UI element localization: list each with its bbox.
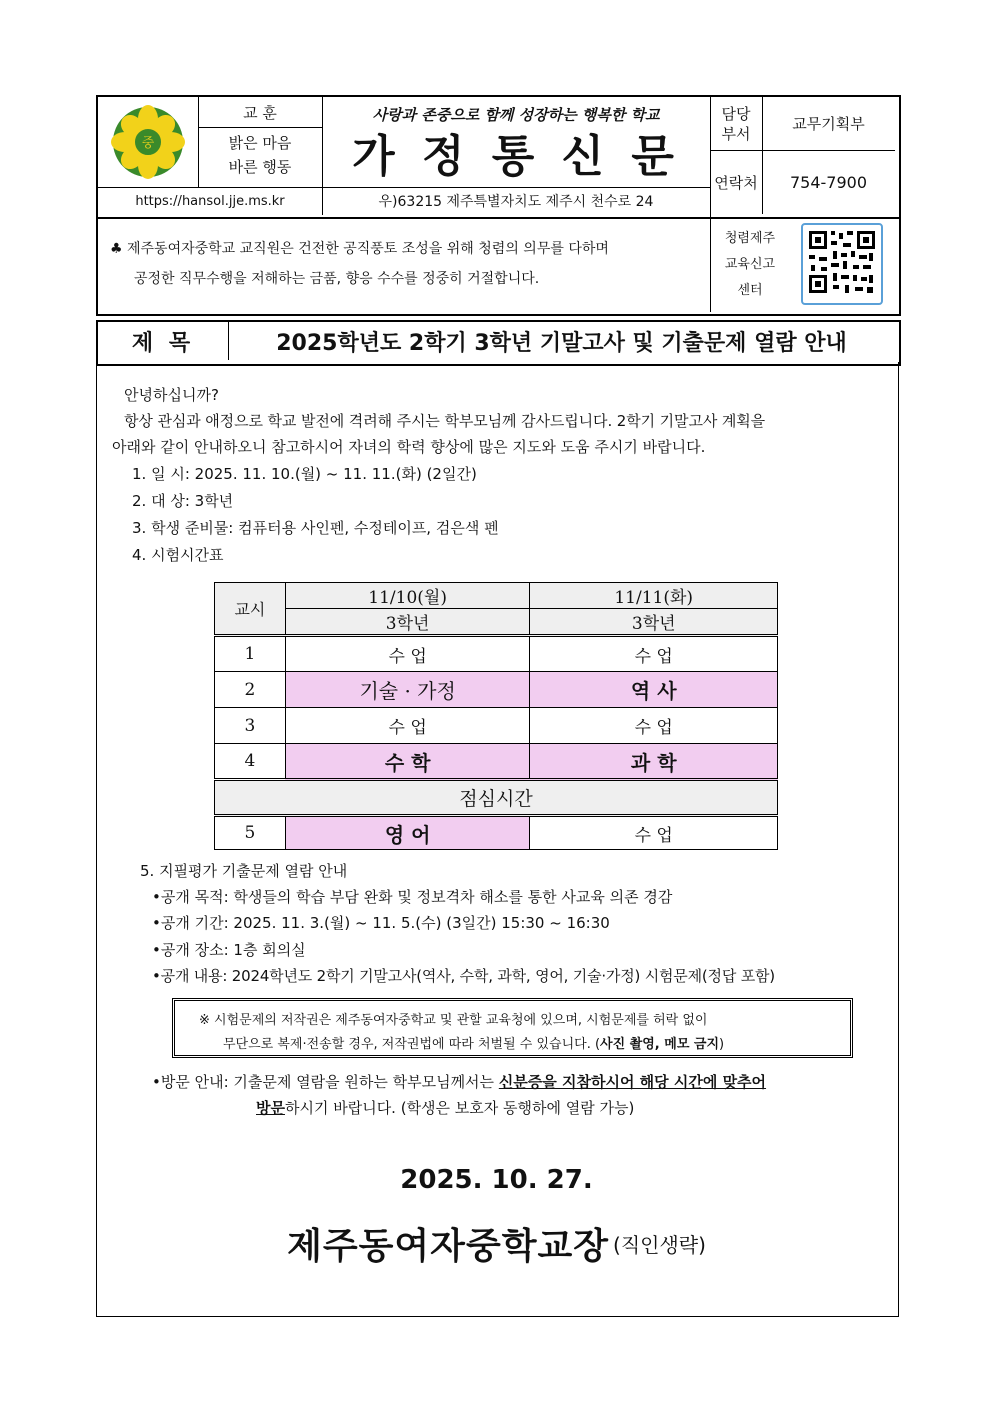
school-address: 우)63215 제주특별자치도 제주시 천수로 24 bbox=[322, 187, 710, 214]
school-url[interactable]: https://hansol.jje.ms.kr bbox=[98, 187, 323, 215]
subject-bar bbox=[96, 320, 901, 366]
motto-line2: 바른 행동 bbox=[228, 157, 292, 176]
newsletter-title: 가 정 통 신 문 bbox=[352, 131, 680, 182]
visit-guide-prefix: •방문 안내: 기출문제 열람을 원하는 학부모님께서는 bbox=[152, 1073, 499, 1091]
visit-guide-line2 bbox=[256, 1095, 634, 1121]
period-cell: 2 bbox=[215, 672, 286, 708]
qr-code-icon[interactable] bbox=[801, 223, 883, 305]
table-row bbox=[215, 636, 778, 672]
item-date: 1. 일 시: 2025. 11. 10.(월) ~ 11. 11.(화) (2일간) bbox=[132, 465, 477, 483]
motto-label: 교 훈 bbox=[198, 97, 322, 128]
day1-cell: 수 업 bbox=[285, 708, 530, 744]
title-cell bbox=[322, 97, 711, 214]
period-header: 교시 bbox=[215, 583, 286, 636]
table-row bbox=[215, 780, 778, 816]
motto-cell bbox=[198, 97, 323, 187]
table-row bbox=[215, 744, 778, 780]
intro-line2: 아래와 같이 안내하오니 참고하시어 자녀의 학력 향상에 많은 지도와 도움 주시기 바랍니다. bbox=[112, 438, 706, 456]
disclosure-period: •공개 기간: 2025. 11. 3.(월) ~ 11. 5.(수) (3일간) 15:30 ~ 16:30 bbox=[152, 914, 610, 932]
disclosure-purpose: •공개 목적: 학생들의 학습 부담 완화 및 정보격차 해소를 통한 사교육 의존 경감 bbox=[152, 888, 673, 906]
copyright-line1: ※ 시험문제의 저작권은 제주동여자중학교 및 관할 교육청에 있으며, 시험문제를 허락 없이 bbox=[199, 1013, 708, 1028]
lunch-row: 점심시간 bbox=[215, 780, 778, 816]
day2-exam-cell: 역 사 bbox=[530, 672, 778, 708]
report-center-line2: 교육신고 bbox=[724, 257, 776, 272]
svg-text:중: 중 bbox=[141, 136, 155, 151]
day2-cell: 수 업 bbox=[530, 708, 778, 744]
day2-exam-cell: 과 학 bbox=[530, 744, 778, 780]
exam-schedule-table bbox=[214, 582, 778, 850]
ethics-statement bbox=[96, 214, 901, 316]
visit-guide-emphasis2: 방문 bbox=[256, 1099, 285, 1117]
copyright-notice-box bbox=[172, 998, 853, 1058]
no-photo-notice: 사진 촬영, 메모 금지 bbox=[600, 1037, 720, 1052]
visit-guide-emphasis: 신분증을 지참하시어 해당 시간에 맞추어 bbox=[498, 1073, 767, 1091]
motto-line1: 밝은 마음 bbox=[228, 133, 292, 152]
contact-info-grid bbox=[710, 97, 895, 214]
subject-title: 2025학년도 2학기 3학년 기말고사 및 기출문제 열람 안내 bbox=[276, 330, 847, 356]
disclosure-content: •공개 내용: 2024학년도 2학기 기말고사(역사, 수학, 과학, 영어, 기술·가정) 시험문제(정답 포함) bbox=[152, 967, 775, 985]
greeting: 안녕하십니까? bbox=[124, 386, 219, 404]
issue-date: 2025. 10. 27. bbox=[400, 1165, 593, 1195]
visit-guide-rest: 하시기 바랍니다. (학생은 보호자 동행하에 열람 가능) bbox=[284, 1099, 635, 1117]
day2-header: 11/11(화) bbox=[530, 583, 778, 609]
table-row bbox=[215, 816, 778, 850]
copyright-line2 bbox=[223, 1033, 724, 1052]
disclosure-place: •공개 장소: 1층 회의실 bbox=[152, 941, 306, 959]
period-cell: 3 bbox=[215, 708, 286, 744]
signature-block bbox=[96, 1216, 897, 1270]
subject-label: 제 목 bbox=[98, 322, 229, 360]
item-timetable: 4. 시험시간표 bbox=[132, 546, 224, 564]
day2-cell: 수 업 bbox=[530, 816, 778, 850]
day2-grade: 3학년 bbox=[530, 609, 778, 636]
copyright-line2-text: 무단으로 복제·전송할 경우, 저작권법에 따라 처벌될 수 있습니다. ( bbox=[223, 1037, 601, 1052]
visit-guide-line1 bbox=[152, 1069, 766, 1095]
period-cell: 5 bbox=[215, 816, 286, 850]
school-slogan: 사랑과 존중으로 함께 성장하는 행복한 학교 bbox=[372, 105, 660, 124]
school-emblem-icon bbox=[111, 105, 185, 179]
ethics-line2: 공정한 직무수행을 저해하는 금품, 향응 수수를 정중히 거절합니다. bbox=[134, 271, 540, 287]
report-center-line1: 청렴제주 bbox=[724, 231, 776, 246]
seal-omitted-note: (직인생략) bbox=[613, 1232, 706, 1257]
item-target: 2. 대 상: 3학년 bbox=[132, 492, 234, 510]
newsletter-header bbox=[96, 95, 901, 219]
day2-cell: 수 업 bbox=[530, 636, 778, 672]
dept-label: 담당 부서 bbox=[710, 97, 763, 151]
intro-line1: 항상 관심과 애정으로 학교 발전에 격려해 주시는 학부모님께 감사드립니다. 2학기 기말고사 계획을 bbox=[124, 412, 766, 430]
report-center-line3: 센터 bbox=[737, 283, 763, 298]
contact-value: 754-7900 bbox=[789, 172, 868, 192]
disclosure-heading: 5. 지필평가 기출문제 열람 안내 bbox=[140, 862, 348, 880]
day1-cell: 수 업 bbox=[285, 636, 530, 672]
contact-label: 연락처 bbox=[710, 150, 763, 214]
day1-exam-cell: 수 학 bbox=[285, 744, 530, 780]
table-row bbox=[215, 708, 778, 744]
period-cell: 1 bbox=[215, 636, 286, 672]
principal-title: 제주동여자중학교장 bbox=[287, 1225, 610, 1267]
day1-exam-cell: 영 어 bbox=[285, 816, 530, 850]
copyright-line2-end: ) bbox=[719, 1037, 725, 1052]
day1-header: 11/10(월) bbox=[285, 583, 530, 609]
dept-value: 교무기획부 bbox=[762, 97, 895, 151]
table-row bbox=[215, 672, 778, 708]
item-supplies: 3. 학생 준비물: 컴퓨터용 사인펜, 수정테이프, 검은색 펜 bbox=[132, 519, 499, 537]
report-center-label bbox=[710, 214, 790, 312]
ethics-text-cell bbox=[98, 214, 711, 312]
period-cell: 4 bbox=[215, 744, 286, 780]
ethics-line1: ♣ 제주동여자중학교 교직원은 건전한 공직풍토 조성을 위해 청렴의 의무를 다하며 bbox=[110, 241, 609, 257]
day1-exam-cell: 기술 · 가정 bbox=[285, 672, 530, 708]
logo-cell bbox=[98, 97, 199, 187]
day1-grade: 3학년 bbox=[285, 609, 530, 636]
